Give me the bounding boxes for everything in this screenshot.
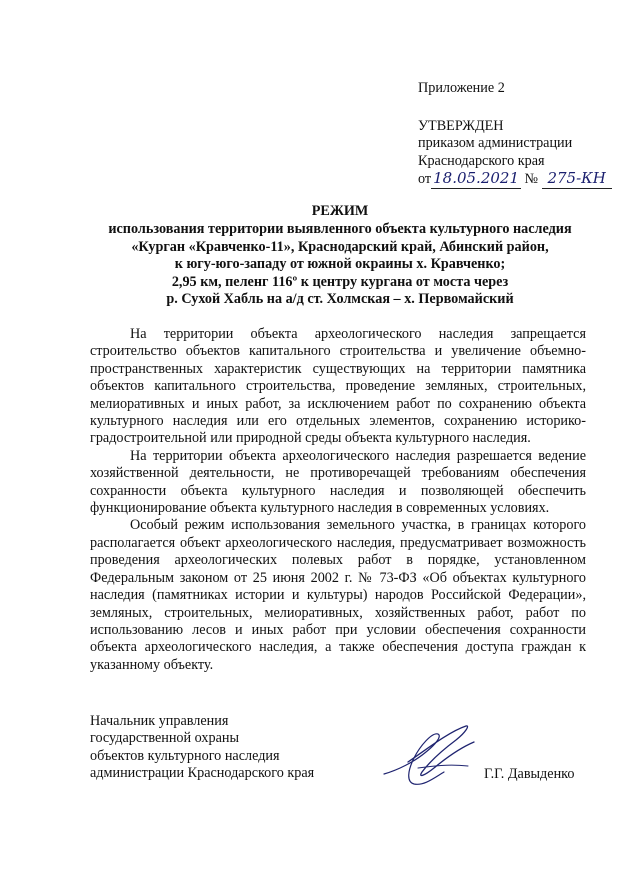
body-paragraph: На территории объекта археологического наследия разрешается ведение хозяйственной деятельности, не противоречащей требованиям обеспечения сохранности объекта культурного наследия и позволяющей обеспечить функционирование объекта культурного наследия в современных условиях.	[90, 447, 586, 517]
title-line: «Курган «Кравченко-11», Краснодарский край, Абинский район,	[131, 238, 549, 255]
signer-position	[90, 713, 314, 783]
title-line: использования территории выявленного объекта культурного наследия	[108, 221, 572, 238]
approval-line-1: приказом администрации	[418, 135, 573, 152]
handwritten-date: 18.05.2021	[433, 169, 519, 188]
title-line: к югу-юго-западу от южной окраины х. Кравченко;	[174, 256, 506, 273]
date-prefix: от	[418, 171, 432, 188]
handwritten-signature	[378, 722, 478, 788]
number-prefix: №	[524, 171, 539, 188]
document-title	[60, 203, 620, 308]
approval-date-number	[418, 170, 612, 188]
handwritten-number: 275-КН	[542, 170, 612, 188]
approval-line-2: Краснодарского края	[418, 152, 545, 169]
signer-name: Г.Г. Давыденко	[484, 766, 575, 782]
title-line: р. Сухой Хабль на а/д ст. Холмская – х. Первомайский	[166, 291, 514, 308]
body-paragraph: На территории объекта археологического наследия запрещается строительство объектов капитального строительства и увеличение объемно-пространственных характеристик существующих на территории памятника объектов капитального строительства, проведение земляных, строительных, мелиоративных и иных работ, за исключением работ по сохранению объекта культурного наследия или его отдельных элементов, сохранению историко-градостроительной или природной среды объекта культурного наследия.	[90, 326, 586, 447]
appendix-label: Приложение 2	[418, 80, 505, 96]
document-body	[90, 326, 586, 674]
signer-line: государственной охраны	[90, 730, 240, 747]
title-main: РЕЖИМ	[311, 203, 369, 219]
signer-line: Начальник управления	[90, 713, 229, 729]
signer-line: администрации Краснодарского края	[90, 765, 315, 782]
body-paragraph: Особый режим использования земельного участка, в границах которого располагается объект археологического наследия, предусматривает возможность проведения археологических полевых работ в порядке, установленном Федеральным законом от 25 июня 2002 г. № 73-ФЗ «Об объектах культурного наследия (памятниках истории и культуры) народов Российской Федерации», земляных, строительных, мелиоративных, хозяйственных работ, работ по использованию лесов и иных работ при условии обеспечения сохранности объекта археологического наследия, а также обеспечения доступа граждан к указанному объекту.	[90, 517, 586, 673]
signer-line: объектов культурного наследия	[90, 747, 280, 764]
title-line: 2,95 км, пеленг 116º к центру кургана от моста через	[171, 273, 509, 290]
approval-stamp	[418, 118, 612, 189]
approval-label: УТВЕРЖДЕН	[418, 118, 504, 134]
